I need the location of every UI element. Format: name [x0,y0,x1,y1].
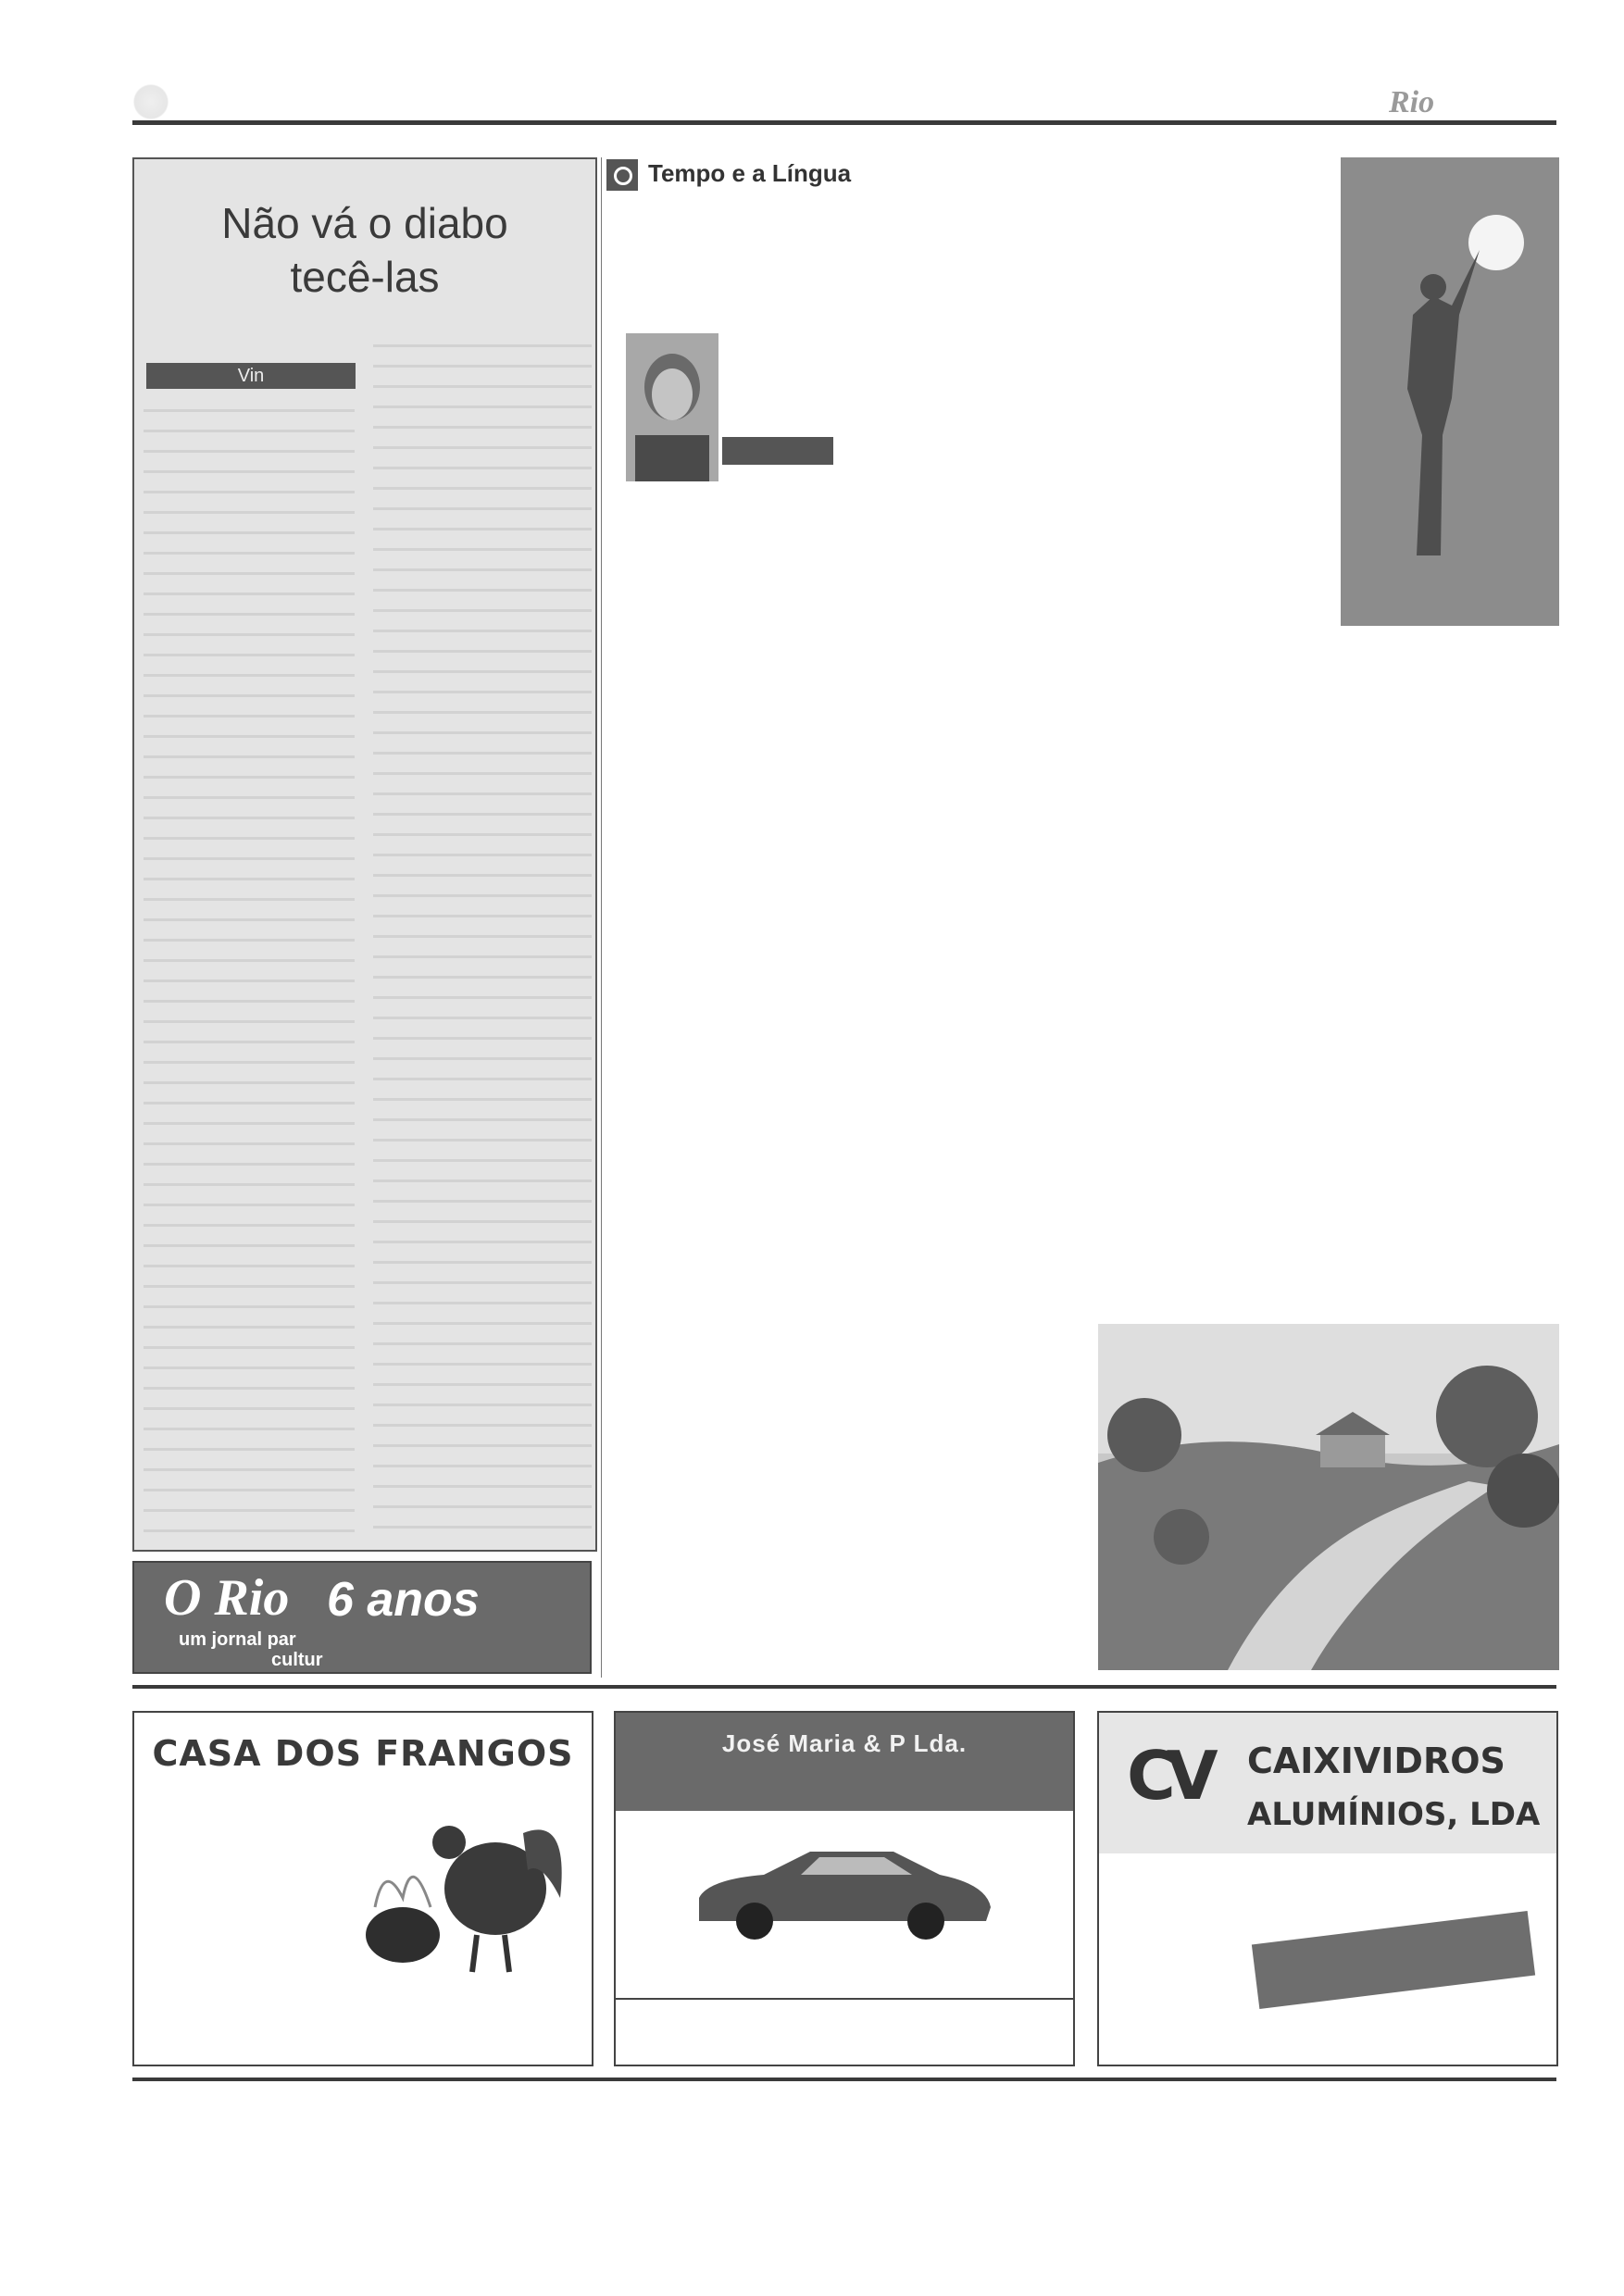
anniversary-tagline-2: cultur [271,1650,323,1670]
anniversary-tagline-1: um jornal par [179,1629,296,1650]
anniversary-years: 6 anos [327,1573,480,1627]
column-divider [601,157,602,1678]
ad-casa-dos-frangos [132,1711,593,2066]
ad-caixividros [1097,1711,1558,2066]
ad-jose-maria [614,1711,1075,2066]
ad-title: CASA DOS FRANGOS [152,1733,574,1774]
author-photo [626,333,718,481]
section-marker-icon [606,159,638,191]
article-title-line-2: tecê-las [290,253,440,301]
rooster-icon [356,1796,579,1981]
ad-tag-stripe [1252,1911,1535,2009]
landscape-painting [1098,1324,1559,1670]
left-article [132,157,597,1552]
masthead-title: Rio [1389,85,1435,119]
publication-seal-icon [128,83,174,120]
company-logo: CV [1127,1737,1209,1815]
anniversary-banner [132,1561,592,1674]
header-rule [132,120,1556,125]
company-name-line-1: CAIXIVIDROS [1247,1741,1505,1781]
ad-banner [616,1713,1073,1811]
article-text-column-1 [144,409,355,1539]
ads-divider [132,1685,1556,1689]
company-name-line-2: ALUMÍNIOS, LDA [1247,1796,1541,1833]
ad-title: José Maria & P Lda. [721,1729,968,1757]
silhouette-photo [1341,157,1559,626]
anniversary-logo: O Rio [164,1569,290,1627]
author-caption-bar [722,437,833,465]
section-title: Tempo e a Língua [648,159,852,187]
article-title [134,196,595,304]
ad-divider [616,1998,1073,2000]
author-byline: Vin [146,363,356,389]
sports-car-icon [690,1833,995,1944]
article-title-line-1: Não vá o diabo [221,199,508,247]
article-text-column-2 [373,344,592,1539]
footer-rule [132,2078,1556,2081]
